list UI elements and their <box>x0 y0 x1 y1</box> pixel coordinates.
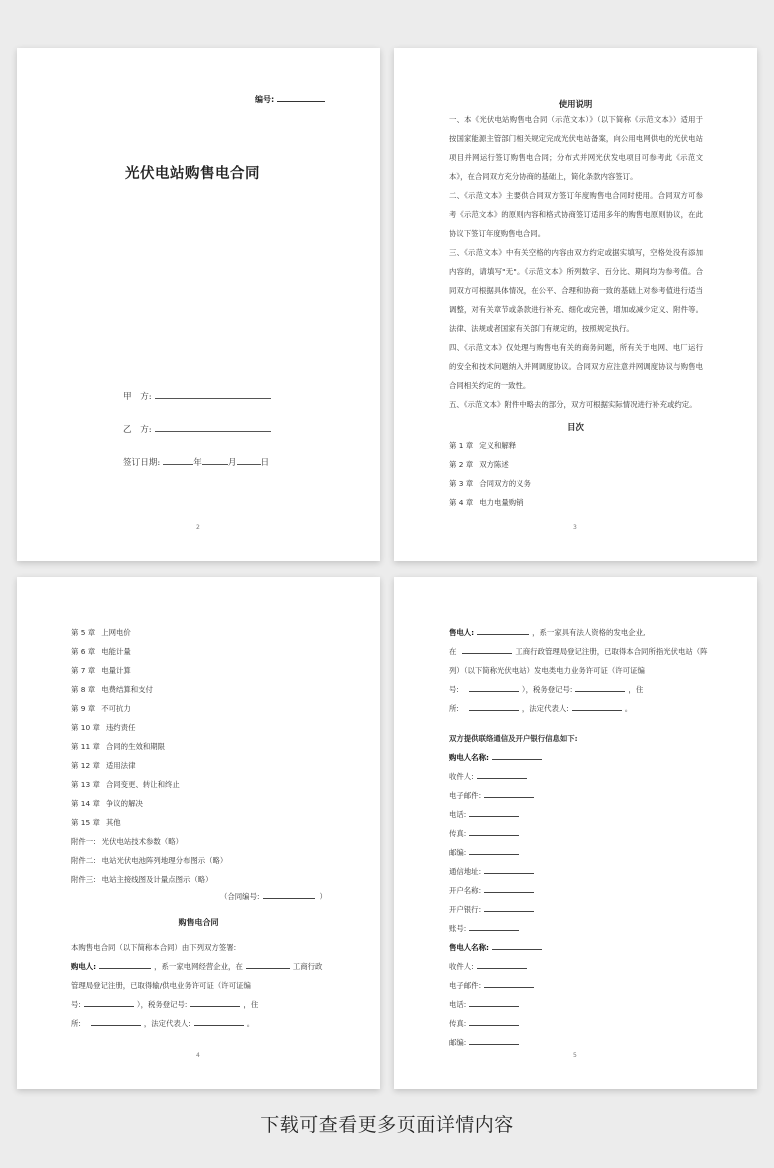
instruction-paragraph: 三、《示范文本》中有关空格的内容由双方约定或据实填写，空格处没有添加内容的，请填写"无"。《示范文本》所列数字、百分比、期间均为参考值。合同双方可根据具体情况，在公平、合理和协商一致的基础上对参考值进行适当调整，对有关章节或条款进行补充、细化或完善，增加或减少定义、附件等。法律、法规或者国家有关部门有规定的，按照规定执行。 <box>449 248 703 333</box>
toc-item <box>71 798 143 809</box>
contact-label: 账号: <box>449 924 467 933</box>
party-b-field <box>123 423 271 435</box>
period: 。 <box>624 704 633 713</box>
toc-chapter: 附件二: <box>71 856 96 865</box>
contact-field <box>449 923 519 934</box>
toc-title: 不可抗力 <box>101 704 131 713</box>
contact-blank <box>484 885 534 893</box>
year-blank <box>163 456 193 465</box>
contact-label: 开户名称: <box>449 886 482 895</box>
party-b-blank <box>155 423 271 432</box>
contact-field <box>449 961 527 972</box>
cover-page <box>17 48 380 561</box>
seller-name-field <box>449 942 542 953</box>
instruction-paragraph: 二、《示范文本》主要供合同双方签订年度购售电合同时使用。合同双方可参考《示范文本》的原则内容和格式协商签订适用多年的购售电原则协议，在此协议下签订年度购售电合同。 <box>449 191 703 238</box>
seller-address-line <box>449 703 632 714</box>
toc-title: 双方陈述 <box>479 460 509 469</box>
contact-blank <box>469 999 519 1007</box>
toc-title: 合同双方的义务 <box>479 479 531 488</box>
contact-blank <box>469 828 519 836</box>
toc-item <box>71 665 131 676</box>
tax-number-label: ），税务登记号: <box>136 1000 188 1009</box>
registry-blank <box>462 646 512 654</box>
toc-chapter: 第 4 章 <box>449 498 474 507</box>
legal-rep-blank <box>194 1018 244 1026</box>
toc-chapter: 第 9 章 <box>71 704 96 713</box>
contact-field <box>449 1018 519 1029</box>
toc-item <box>449 478 531 489</box>
toc-item <box>71 741 165 752</box>
year-label: 年 <box>193 458 202 468</box>
contact-blank <box>484 980 534 988</box>
contact-field <box>449 885 534 896</box>
seller-blank <box>477 627 529 635</box>
toc-chapter: 第 15 章 <box>71 818 100 827</box>
toc-title: 电力电量购销 <box>479 498 524 507</box>
seller-line <box>449 627 645 638</box>
registry-label: 在 <box>449 647 457 656</box>
contact-field <box>449 809 519 820</box>
instruction-paragraph: 四、《示范文本》仅处理与购售电有关的商务问题，所有关于电网、电厂运行的安全和技术问题纳入并网调度协议。合同双方应注意并网调度协议与购售电合同相关约定的一致性。 <box>449 343 703 390</box>
download-caption: 下载可查看更多页面详情内容 <box>260 1114 514 1136</box>
toc-chapter: 第 2 章 <box>449 460 474 469</box>
tax-number-blank <box>575 684 625 692</box>
toc-chapter: 第 13 章 <box>71 780 100 789</box>
buyer-address-line <box>71 1018 254 1029</box>
contact-field <box>449 828 519 839</box>
toc-title: 适用法律 <box>105 761 136 770</box>
contact-label: 电子邮件: <box>449 791 482 800</box>
party-a-label: 甲 方: <box>123 392 152 402</box>
tax-number-label: ），税务登记号: <box>521 685 573 694</box>
sign-date-field <box>123 456 269 468</box>
contact-blank <box>469 1037 519 1045</box>
page-number: 4 <box>196 1052 200 1059</box>
toc-title: 违约责任 <box>105 723 136 732</box>
buyer-text: 工商行政 <box>292 962 323 971</box>
buyer-tax-line <box>71 999 258 1010</box>
contract-title: 光伏电站购售电合同 <box>125 165 260 182</box>
contact-field <box>449 980 534 991</box>
legal-rep-label: ，法定代表人: <box>521 704 569 713</box>
month-blank <box>202 456 228 465</box>
buyer-text: ，系一家电网经营企业，在 <box>154 962 243 971</box>
license-number-label: 号: <box>449 685 459 694</box>
toc-title: 电量计算 <box>101 666 131 675</box>
contact-field <box>449 790 534 801</box>
address-label: 所: <box>71 1019 81 1028</box>
toc-item <box>71 817 121 828</box>
toc-chapter: 第 10 章 <box>71 723 100 732</box>
party-b-label: 乙 方: <box>123 425 152 435</box>
address-label: ，住 <box>243 1000 259 1009</box>
tax-number-blank <box>190 999 240 1007</box>
contact-blank <box>484 904 534 912</box>
toc-item <box>449 497 524 508</box>
contact-field <box>449 999 519 1010</box>
buyer-name-blank <box>492 752 542 760</box>
address-label: 所: <box>449 704 459 713</box>
contact-blank <box>469 847 519 855</box>
buyer-name-field <box>449 752 542 763</box>
contact-label: 电子邮件: <box>449 981 482 990</box>
toc-title: 合同的生效和期限 <box>105 742 166 751</box>
contact-label: 电话: <box>449 810 467 819</box>
seller-label: 售电人: <box>449 628 475 637</box>
toc-title: 电站主接线图及计量点图示（略） <box>101 875 213 884</box>
instructions-body <box>449 110 703 414</box>
toc-title: 其他 <box>105 818 121 827</box>
seller-name-label: 售电人名称: <box>449 943 489 952</box>
contact-label: 通信地址: <box>449 867 482 876</box>
registry-text: 工商行政管理局登记注册，已取得本合同所指光伏电站（阵 <box>515 647 708 656</box>
contact-label: 传真: <box>449 829 467 838</box>
party-a-field <box>123 390 271 402</box>
serial-label: 编号: <box>255 95 275 104</box>
toc-chapter: 第 11 章 <box>71 742 100 751</box>
toc-item <box>71 855 227 866</box>
contact-blank <box>477 961 527 969</box>
toc-title: 争议的解决 <box>105 799 143 808</box>
month-label: 月 <box>227 458 237 468</box>
toc-title: 上网电价 <box>101 628 131 637</box>
toc-title: 电站光伏电池阵列地理分布图示（略） <box>101 856 228 865</box>
contact-blank <box>477 771 527 779</box>
toc-title: 电能计量 <box>101 647 131 656</box>
instructions-heading: 使用说明 <box>558 99 593 109</box>
toc-chapter: 第 1 章 <box>449 441 474 450</box>
contact-label: 电话: <box>449 1000 467 1009</box>
contact-label: 邮编: <box>449 848 467 857</box>
toc-item <box>71 779 180 790</box>
buyer-label: 购电人: <box>71 962 97 971</box>
contract-number-close: ） <box>319 892 327 901</box>
legal-rep-label: ，法定代表人: <box>143 1019 191 1028</box>
toc-title: 合同变更、转让和终止 <box>105 780 180 789</box>
buyer-line <box>71 961 322 972</box>
contact-blank <box>469 923 519 931</box>
contract-number-field <box>220 891 327 902</box>
toc-chapter: 第 6 章 <box>71 647 96 656</box>
contact-label: 开户银行: <box>449 905 482 914</box>
license-number-blank <box>84 999 134 1007</box>
contact-label: 邮编: <box>449 1038 467 1047</box>
contact-label: 传真: <box>449 1019 467 1028</box>
toc-title: 定义和解释 <box>479 441 517 450</box>
contact-field <box>449 904 534 915</box>
toc-chapter: 第 14 章 <box>71 799 100 808</box>
toc-item <box>71 684 153 695</box>
buyer-registry-blank <box>246 961 290 969</box>
toc-title: 光伏电站技术参数（略） <box>101 837 183 846</box>
license-number-blank <box>469 684 519 692</box>
toc-chapter: 第 12 章 <box>71 761 100 770</box>
contract-intro: 本购售电合同（以下简称本合同）由下列双方签署: <box>71 943 237 952</box>
toc-chapter: 第 5 章 <box>71 628 96 637</box>
contact-field <box>449 771 527 782</box>
page-number: 5 <box>573 1052 577 1059</box>
seller-license-line: 列）（以下简称光伏电站）发电类电力业务许可证（许可证编 <box>449 666 645 675</box>
contract-number-label: （合同编号: <box>220 892 260 901</box>
toc-item <box>71 722 135 733</box>
toc-chapter: 第 8 章 <box>71 685 96 694</box>
seller-registry-line <box>449 646 708 657</box>
toc-item <box>71 703 131 714</box>
buyer-license-line: 管理局登记注册，已取得输/供电业务许可证（许可证编 <box>71 981 251 990</box>
sign-date-label: 签订日期: <box>123 458 161 468</box>
contract-number-blank <box>263 891 315 899</box>
toc-item <box>71 627 131 638</box>
party-a-blank <box>155 390 271 399</box>
address-blank <box>91 1018 141 1026</box>
seller-text: ，系一家具有法人资格的发电企业, <box>532 628 646 637</box>
toc-item <box>71 760 135 771</box>
buyer-blank <box>99 961 151 969</box>
seller-name-blank <box>492 942 542 950</box>
address-label: ，住 <box>628 685 644 694</box>
period: 。 <box>246 1019 255 1028</box>
serial-blank <box>277 94 325 102</box>
toc-item <box>71 836 183 847</box>
contact-field <box>449 866 534 877</box>
contact-heading: 双方提供联络通信及开户银行信息如下: <box>449 734 578 743</box>
contact-blank <box>469 809 519 817</box>
instructions-page <box>394 48 757 561</box>
toc-title: 电费结算和支付 <box>101 685 153 694</box>
contract-heading: 购售电合同 <box>178 918 219 927</box>
day-blank <box>237 456 261 465</box>
contract-parties-page <box>394 577 757 1089</box>
page-number: 3 <box>573 524 577 531</box>
contact-field <box>449 1037 519 1048</box>
page-number: 2 <box>196 524 200 531</box>
day-label: 日 <box>260 458 270 468</box>
contact-label: 收件人: <box>449 962 474 971</box>
contact-field <box>449 847 519 858</box>
toc-chapter: 第 7 章 <box>71 666 96 675</box>
contract-start-page <box>17 577 380 1089</box>
toc-item <box>449 459 509 470</box>
instruction-paragraph: 五、《示范文本》附件中略去的部分，双方可根据实际情况进行补充或约定。 <box>449 400 697 409</box>
toc-chapter: 附件一: <box>71 837 96 846</box>
toc-item <box>71 874 213 885</box>
serial-number-field <box>255 94 325 105</box>
seller-tax-line <box>449 684 643 695</box>
contact-blank <box>484 790 534 798</box>
buyer-name-label: 购电人名称: <box>449 753 489 762</box>
contact-blank <box>469 1018 519 1026</box>
toc-heading: 目次 <box>567 422 584 432</box>
contact-label: 收件人: <box>449 772 474 781</box>
toc-chapter: 第 3 章 <box>449 479 474 488</box>
contact-blank <box>484 866 534 874</box>
toc-chapter: 附件三: <box>71 875 96 884</box>
license-number-label: 号: <box>71 1000 81 1009</box>
toc-item <box>449 440 516 451</box>
address-blank <box>469 703 519 711</box>
legal-rep-blank <box>572 703 622 711</box>
instruction-paragraph: 一、本《光伏电站购售电合同（示范文本）》（以下简称《示范文本》）适用于按国家能源主管部门相关规定完成光伏电站备案，向公用电网供电的光伏电站项目并网运行签订购售电合同；分布式并网光伏发电项目可参考此《示范文本》，在合同双方充分协商的基础上，简化条款内容签订。 <box>449 115 703 181</box>
toc-item <box>71 646 131 657</box>
